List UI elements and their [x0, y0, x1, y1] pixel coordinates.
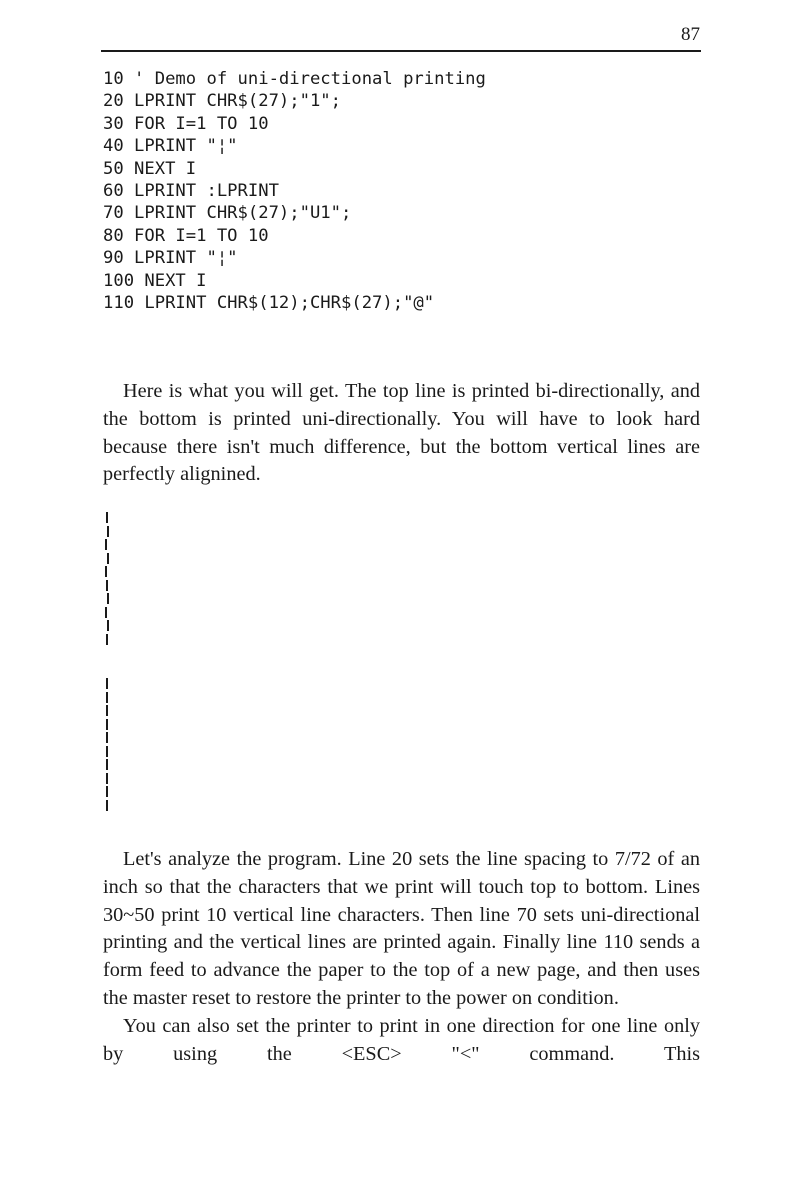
code-line: 50 NEXT I: [103, 158, 197, 179]
intro-paragraph: Here is what you will get. The top line is printed bi-directionally, and the bottom is printed uni-directionally. You will have to look hard because there isn't much difference, but the bottom vertical lines are perfectly alignined.: [103, 380, 700, 486]
unidirectional-line-segment: [106, 773, 108, 784]
code-line: 40 LPRINT "¦": [103, 136, 238, 157]
code-line: 110 LPRINT CHR$(12);CHR$(27);"@": [103, 292, 435, 313]
unidirectional-line-segment: [106, 759, 108, 770]
bidirectional-line-segment: [106, 512, 108, 523]
page-number: 87: [681, 24, 700, 45]
code-line: 60 LPRINT :LPRINT: [103, 180, 279, 201]
code-line: 70 LPRINT CHR$(27);"U1";: [103, 203, 352, 224]
bidirectional-line-segment: [107, 553, 109, 564]
bidirectional-line-segment: [107, 526, 109, 537]
bidirectional-sample-output: [100, 512, 130, 652]
esc-command-paragraph: You can also set the printer to print in one direction for one line only by using the <ESC> "<" command. This: [103, 1014, 700, 1065]
unidirectional-line-segment: [106, 719, 108, 730]
code-line: 100 NEXT I: [103, 270, 207, 291]
header-rule: [101, 50, 701, 52]
code-line: 10 ' Demo of uni-directional printing: [103, 69, 486, 89]
analysis-paragraph: Let's analyze the program. Line 20 sets the line spacing to 7/72 of an inch so that the characters that we print will touch top to bottom. Lines 30~50 print 10 vertical line characters. Then line 70 sets uni-directional printing and the vertical lines are printed again. Finally line 110 sends a form feed to advance the paper to the top of a new page, and then uses the master reset to restore the printer to the power on condition.: [103, 848, 700, 1009]
bidirectional-line-segment: [106, 634, 108, 645]
unidirectional-line-segment: [106, 678, 108, 689]
code-listing: [103, 68, 486, 314]
intro-paragraph-block: [103, 378, 700, 489]
code-line: 30 FOR I=1 TO 10: [103, 113, 269, 134]
bidirectional-line-segment: [105, 566, 107, 577]
unidirectional-line-segment: [106, 786, 108, 797]
unidirectional-line-segment: [106, 705, 108, 716]
unidirectional-line-segment: [106, 732, 108, 743]
analysis-paragraph-block: [103, 846, 700, 1068]
bidirectional-line-segment: [107, 593, 109, 604]
bidirectional-line-segment: [105, 539, 107, 550]
bidirectional-line-segment: [106, 580, 108, 591]
unidirectional-line-segment: [106, 692, 108, 703]
bidirectional-line-segment: [105, 607, 107, 618]
bidirectional-line-segment: [107, 620, 109, 631]
unidirectional-line-segment: [106, 800, 108, 811]
code-line: 20 LPRINT CHR$(27);"1";: [103, 91, 341, 112]
unidirectional-sample-output: [100, 678, 130, 818]
unidirectional-line-segment: [106, 746, 108, 757]
code-line: 90 LPRINT "¦": [103, 248, 238, 269]
code-line: 80 FOR I=1 TO 10: [103, 225, 269, 246]
